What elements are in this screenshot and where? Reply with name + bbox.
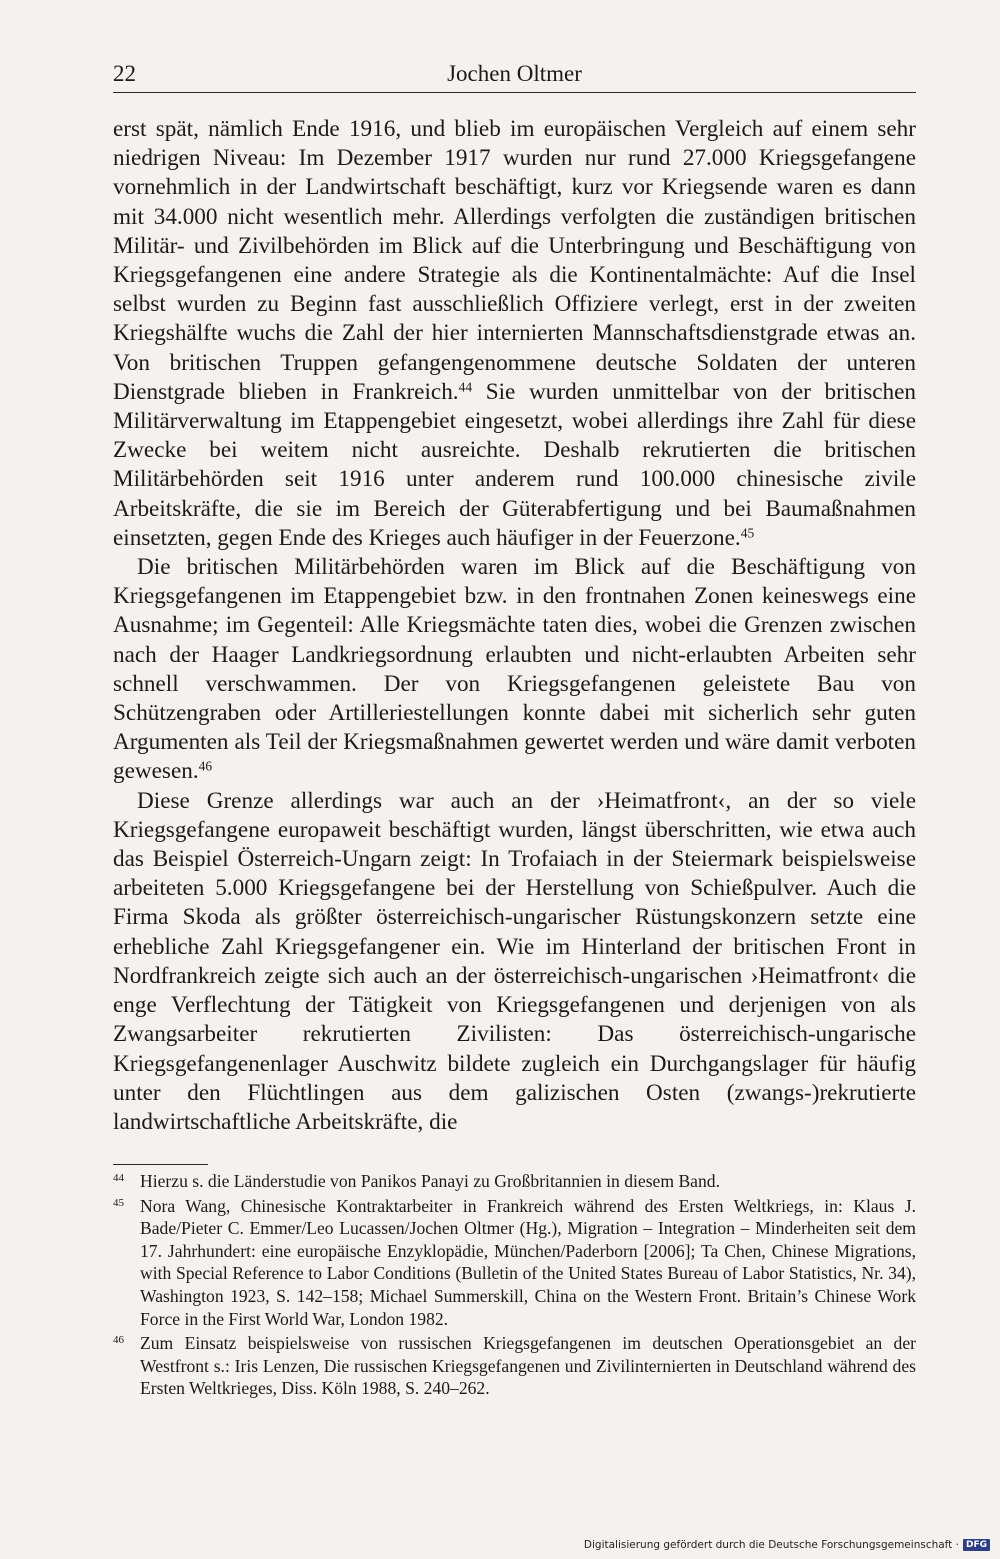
- footnote-text: Nora Wang, Chinesische Kontraktarbeiter in Frankreich während des Ersten Weltkriegs, in: Klaus J. Bade/Pieter C. Emmer/Leo Lucassen/Jochen Oltmer (Hg.), Migration – Integration – Minderheiten seit dem 17. Jahrhundert: eine europäische Enzyklopädie, München/Paderborn [2006]; Ta Chen, Chinese Migrations, with Special Reference to Labor Conditions (Bulletin of the United States Bureau of Labor Statistics, Nr. 34), Washington 1923, S. 142–158; Michael Summerskill, China on the Western Front. Britain’s Chinese Work Force in the First World War, London 1982.: [140, 1195, 916, 1329]
- paragraph: [113, 115, 916, 553]
- footnote: [113, 1195, 916, 1331]
- footnotes: [113, 1170, 916, 1402]
- running-head: Jochen Oltmer: [447, 61, 582, 86]
- footnote: [113, 1170, 916, 1193]
- page-header: [113, 58, 916, 93]
- dfg-logo-icon: DFG: [963, 1539, 990, 1551]
- footnote-text: Zum Einsatz beispielsweise von russischen Kriegsgefangenen im deutschen Operationsgebiet an der Westfront s.: Iris Lenzen, Die russischen Kriegsgefangenen und Zivilinternierten in Deutschland während des Ersten Weltkrieges, Diss. Köln 1988, S. 240–262.: [140, 1333, 916, 1399]
- paragraph: [113, 553, 916, 787]
- page-number: 22: [113, 61, 136, 86]
- body-text: [113, 115, 916, 1137]
- paragraph: [113, 787, 916, 1137]
- footnote-ref-46: 46: [198, 759, 213, 775]
- digitization-note: [584, 1539, 990, 1551]
- footnote-ref-44: 44: [458, 379, 473, 395]
- footnote-rule: [113, 1164, 208, 1165]
- footnote-text: Hierzu s. die Länderstudie von Panikos Panayi zu Großbritannien in diesem Band.: [140, 1171, 720, 1191]
- paragraph-text: erst spät, nämlich Ende 1916, und blieb im europäischen Vergleich auf einem sehr niedrigen Niveau: Im Dezember 1917 wurden nur rund 27.000 Kriegsgefangene vornehmlich in der Landwirtschaft beschäftigt, kurz vor Kriegsende waren es dann mit 34.000 nicht wesentlich mehr. Allerdings verfolgten die zuständigen britischen Militär- und Zivilbehörden im Blick auf die Unterbringung und Beschäftigung von Kriegsgefangenen eine andere Strategie als die Kontinentalmächte: Auf die Insel selbst wurden zu Beginn fast ausschließlich Offiziere verlegt, erst in der zweiten Kriegshälfte wuchs die Zahl der hier internierten Mannschaftsdienstgrade etwas an. Von britischen Truppen gefangengenommene deutsche Soldaten der unteren Dienstgrade blieben in Frankreich.: [113, 116, 916, 405]
- paragraph-text: Die britischen Militärbehörden waren im Blick auf die Beschäftigung von Kriegsgefangenen im Etappengebiet bzw. in den frontnahen Zonen keineswegs eine Ausnahme; im Gegenteil: Alle Kriegsmächte taten dies, wobei die Grenzen zwischen nach der Haager Landkriegsordnung erlaubten und nicht-erlaubten Arbeiten sehr schnell verschwammen. Der von Kriegsgefangenen geleistete Bau von Schützengraben oder Artilleriestellungen konnte dabei mit sicherlich sehr guten Argumenten als Teil der Kriegsmaßnahmen gewertet werden und wäre damit verboten gewesen.: [113, 554, 916, 785]
- footnote-ref-45: 45: [740, 525, 755, 541]
- footnote-number: 46: [113, 1334, 124, 1347]
- footnote-number: 45: [113, 1196, 124, 1209]
- paragraph-text: Sie wurden unmittelbar von der britischen Militärverwaltung im Etappengebiet eingesetzt, wobei allerdings ihre Zahl für diese Zwecke bei weitem nicht ausreichte. Deshalb rekrutierten die britischen Militärbehörden seit 1916 unter anderem rund 100.000 chinesische zivile Arbeitskräfte, die sie im Bereich der Güterabfertigung und bei Baumaßnahmen einsetzten, gegen Ende des Krieges auch häufiger in der Feuerzone.: [113, 378, 916, 551]
- footnote-number: 44: [113, 1172, 124, 1184]
- digitization-text: Digitalisierung gefördert durch die Deutsche Forschungsgemeinschaft ·: [583, 1539, 959, 1551]
- footnote: [113, 1332, 916, 1400]
- paragraph-text: Diese Grenze allerdings war auch an der ›Heimatfront‹, an der so viele Kriegsgefangene europaweit beschäftigt wurden, längst überschritten, wie etwa auch das Beispiel Österreich-Ungarn zeigt: In Trofaiach in der Steiermark beispielsweise arbeiteten 5.000 Kriegsgefangene bei der Herstellung von Schießpulver. Auch die Firma Skoda als größter österreichisch-ungarischer Rüstungskonzern setzte eine erhebliche Zahl Kriegsgefangener ein. Wie im Hinterland der britischen Front in Nordfrankreich zeigte sich auch an der österreichisch-ungarischen ›Heimatfront‹ die enge Verflechtung der Tätigkeit von Kriegsgefangenen und derjenigen von als Zwangsarbeiter rekrutierten Zivilisten: Das österreichisch-ungarische Kriegsgefangenenlager Auschwitz bildete zugleich ein Durchgangslager für häufig unter den Flüchtlingen aus dem galizischen Osten (zwangs-)rekrutierte landwirtschaftliche Arbeitskräfte, die: [113, 787, 916, 1135]
